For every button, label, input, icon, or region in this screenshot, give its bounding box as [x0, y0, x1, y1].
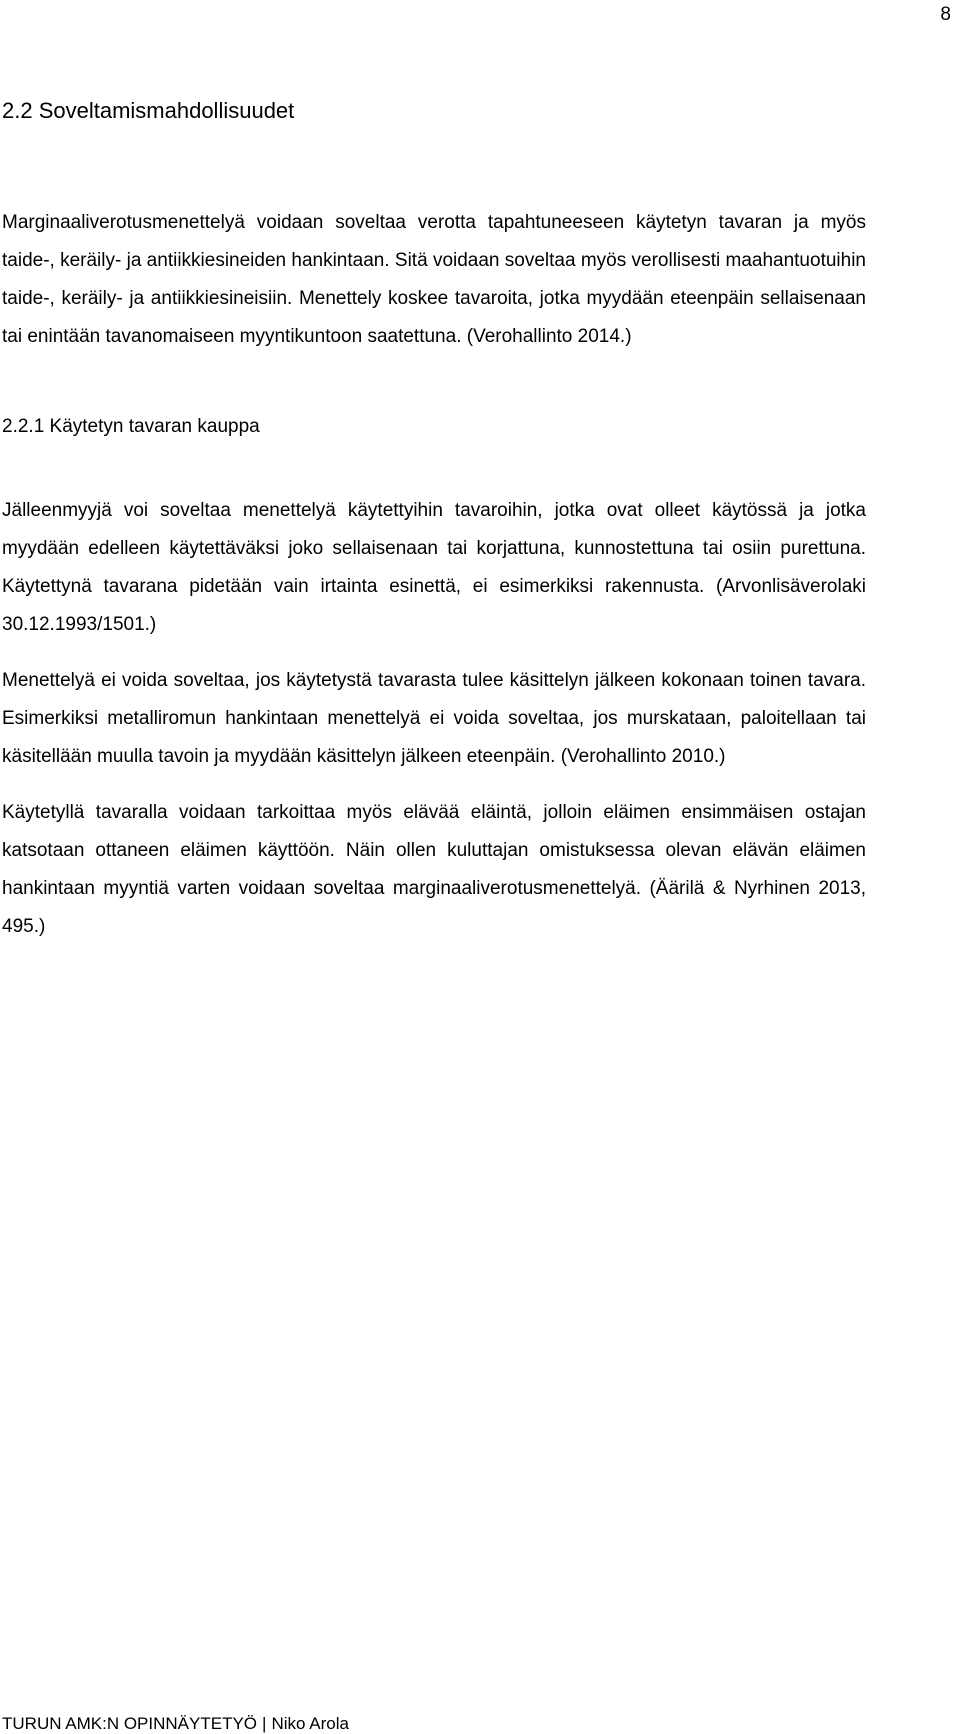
subsection-heading: 2.2.1 Käytetyn tavaran kauppa [2, 416, 260, 437]
page-footer [2, 1714, 349, 1734]
paragraph-exclusion: Menettelyä ei voida soveltaa, jos käytetystä tavarasta tulee käsittelyn jälkeen kokonaan toinen tavara. Esimerkiksi metalliromun hankintaan menettelyä ei voida soveltaa, jos murskataan, paloitellaan tai käsitellään muulla tavoin ja myydään käsittelyn jälkeen eteenpäin. (Verohallinto 2010.) [2, 670, 866, 767]
document-body [2, 98, 866, 946]
footer-separator: | [262, 1714, 267, 1733]
section-heading: 2.2 Soveltamismahdollisuudet [2, 98, 295, 123]
paragraph-live-animals: Käytetyllä tavaralla voidaan tarkoittaa myös elävää eläintä, jolloin eläimen ensimmäisen ostajan katsotaan ottaneen eläimen käyttöön. Näin ollen kuluttajan omistuksessa olevan elävän eläimen hankintaan myyntiä varten voidaan soveltaa marginaaliverotusmenettelyä. (Äärilä & Nyrhinen 2013, 495.) [2, 802, 866, 937]
footer-author: Niko Arola [271, 1714, 349, 1733]
footer-institution: TURUN AMK:N OPINNÄYTETYÖ [2, 1714, 258, 1733]
page-number: 8 [940, 4, 951, 25]
paragraph-used-goods: Jälleenmyyjä voi soveltaa menettelyä käytettyihin tavaroihin, jotka ovat olleet käytössä ja jotka myydään edelleen käytettäväksi joko sellaisenaan tai korjattuna, kunnostettuna tai osiin purettuna. Käytettynä tavarana pidetään vain irtainta esinettä, ei esimerkiksi rakennusta. (Arvonlisäverolaki 30.12.1993/1501.) [2, 500, 866, 635]
paragraph-intro: Marginaaliverotusmenettelyä voidaan soveltaa verotta tapahtuneeseen käytetyn tavaran ja myös taide-, keräily- ja antiikkiesineiden hankintaan. Sitä voidaan soveltaa myös verollisesti maahantuotuihin taide-, keräily- ja antiikkiesineisiin. Menettely koskee tavaroita, jotka myydään eteenpäin sellaisenaan tai enintään tavanomaiseen myyntikuntoon saatettuna. (Verohallinto 2014.) [2, 212, 866, 347]
